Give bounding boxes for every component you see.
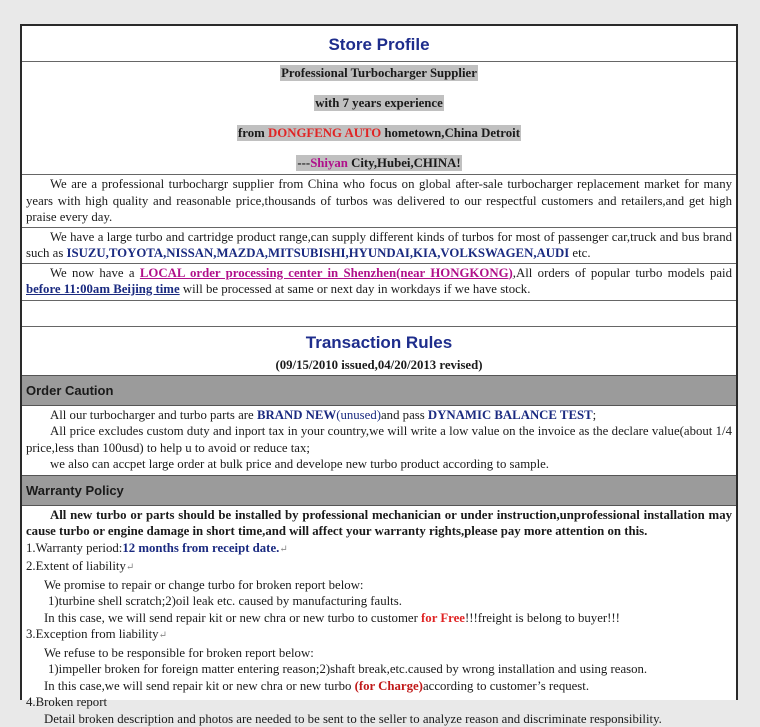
order-caution-heading: Order Caution [22, 375, 736, 406]
warranty-item-3: 3.Exception from liability↵ [22, 626, 736, 645]
order-caution-p2: All price excludes custom duty and inport tax in your country,we will write a low value on the invoice as the declare value(about 1/4 price,less than 100usd) to help u to avoid or reduce tax; [22, 423, 736, 456]
transaction-rules-title: Transaction Rules [22, 327, 736, 355]
warranty-item-4: 4.Broken report [22, 694, 736, 711]
headline-hometown: from DONGFENG AUTO hometown,China Detroit [237, 125, 521, 141]
local-center-link: LOCAL order processing center in Shenzhen(near HONGKONG) [140, 266, 513, 280]
warranty-policy-heading: Warranty Policy [22, 475, 736, 506]
profile-paragraph-1: We are a professional turbochargr supplier from China who focus on global after-sale turbocharger replacement market for many years with high quality and reasonable price,thousands of turbos was delivered to our respectful customers and retailers,and get high praise every day. [22, 175, 736, 228]
warranty-item-2-line-2: 1)turbine shell scratch;2)oil leak etc. caused by manufacturing faults. [22, 593, 736, 610]
warranty-item-2-line-3: In this case, we will send repair kit or new chra or new turbo to customer for Free!!!freight is belong to buyer!!! [22, 610, 736, 627]
profile-paragraph-2: We have a large turbo and cartridge product range,can supply different kinds of turbos for most of passenger car,truck and bus brand such as ISUZU,TOYOTA,NISSAN,MAZDA,MITSUBISHI,HYUNDAI,KIA,VOLKSWAGEN,AUDI etc. [22, 228, 736, 264]
transaction-rules-subtitle: (09/15/2010 issued,04/20/2013 revised) [22, 355, 736, 375]
cutoff-time: before 11:00am Beijing time [26, 282, 180, 296]
warranty-item-3-line-1: We refuse to be responsible for broken report below: [22, 645, 736, 662]
warranty-item-3-line-2: 1)impeller broken for foreign matter entering reason;2)shaft break,etc.caused by wrong installation and using reason. [22, 661, 736, 678]
document-page [20, 24, 738, 700]
section-spacer [22, 301, 736, 327]
order-caution-p1: All our turbocharger and turbo parts are BRAND NEW(unused)and pass DYNAMIC BALANCE TEST; [22, 406, 736, 424]
warranty-item-1: 1.Warranty period:12 months from receipt date.↵ [22, 540, 736, 559]
brand-list: ISUZU,TOYOTA,NISSAN,MAZDA,MITSUBISHI,HYUNDAI,KIA,VOLKSWAGEN,AUDI [67, 246, 570, 260]
return-mark-icon: ↵ [126, 562, 134, 573]
headline-city: ---Shiyan City,Hubei,CHINA! [296, 155, 461, 171]
warranty-item-2: 2.Extent of liability↵ [22, 558, 736, 577]
order-caution-p3: we also can accpet large order at bulk price and develope new turbo product according to sample. [22, 456, 736, 475]
headline-experience: with 7 years experience [314, 95, 444, 111]
return-mark-icon: ↵ [279, 544, 287, 555]
warranty-item-2-line-1: We promise to repair or change turbo for broken report below: [22, 577, 736, 594]
headline-block [22, 62, 736, 175]
profile-paragraph-3: We now have a LOCAL order processing center in Shenzhen(near HONGKONG),All orders of popular turbo models paid before 11:00am Beijing time will be processed at same or next day in workdays if we have stock. [22, 264, 736, 301]
store-profile-title: Store Profile [22, 26, 736, 62]
transaction-rules-header [22, 327, 736, 375]
return-mark-icon: ↵ [159, 630, 167, 641]
headline-supplier: Professional Turbocharger Supplier [280, 65, 478, 81]
warranty-intro: All new turbo or parts should be installed by professional mechanician or under instruction,unprofessional installation may cause turbo or engine damage in short time,and will affect your warranty rights,please pay more attention on this. [22, 506, 736, 540]
warranty-item-4-line-1: Detail broken description and photos are needed to be sent to the seller to analyze reason and discriminate responsibility. [22, 711, 736, 727]
warranty-item-3-line-3: In this case,we will send repair kit or new chra or new turbo (for Charge)according to customer’s request. [22, 678, 736, 695]
